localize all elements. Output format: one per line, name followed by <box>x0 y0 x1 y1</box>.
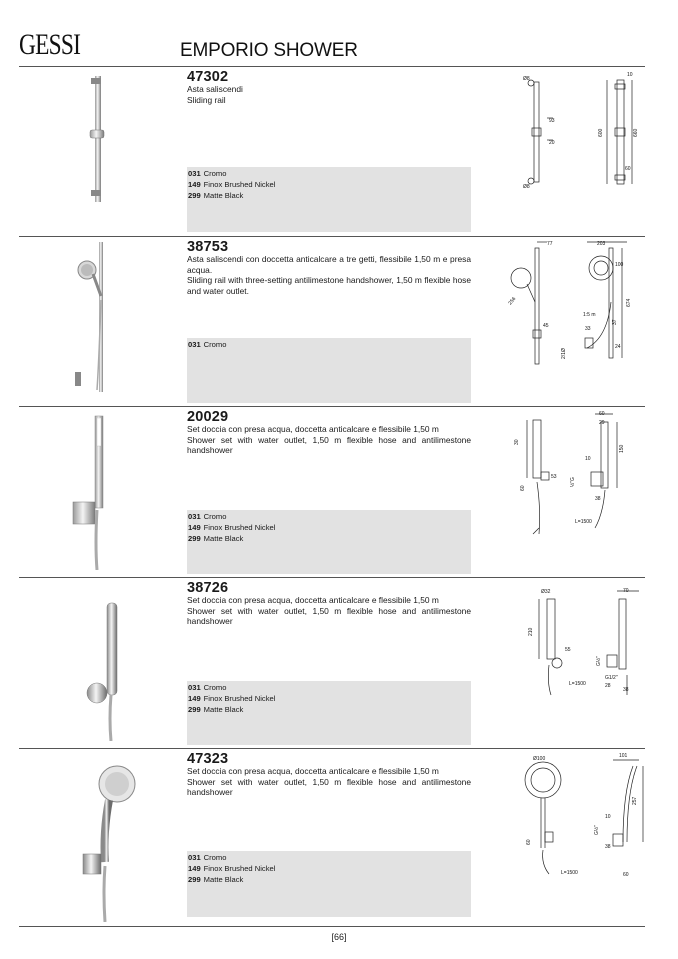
finish-item: 299 Matte Black <box>188 705 244 714</box>
svg-text:674: 674 <box>626 298 632 307</box>
svg-text:Ø32: Ø32 <box>541 589 551 595</box>
product-description <box>187 84 471 105</box>
svg-text:G½": G½" <box>596 656 602 666</box>
product-row <box>19 236 645 406</box>
finish-item: 299 Matte Black <box>188 534 244 543</box>
svg-text:24: 24 <box>615 344 621 350</box>
svg-text:10: 10 <box>605 814 611 820</box>
product-code: 38726 <box>187 580 229 596</box>
page-title: EMPORIO SHOWER <box>180 40 358 61</box>
sliding-rail-drawing <box>487 70 647 194</box>
finishes-box <box>187 338 471 403</box>
description-it: Asta saliscendi con doccetta anticalcare a tre getti, flessibile 1,50 m e presa acqua. <box>187 254 471 275</box>
description-en: Shower set with water outlet, 1,50 m flexible hose and antilimestone handshower <box>187 776 471 798</box>
svg-text:70: 70 <box>623 588 629 594</box>
product-row <box>19 66 645 236</box>
sliding-rail-shower-drawing <box>487 238 647 374</box>
svg-text:77: 77 <box>547 241 553 247</box>
shower-set-round-photo <box>59 601 139 741</box>
sliding-rail-shower-photo <box>59 240 139 402</box>
finish-item: 299 Matte Black <box>188 191 244 200</box>
description-it: Asta saliscendi <box>187 84 243 94</box>
product-code: 20029 <box>187 409 229 425</box>
svg-text:53: 53 <box>551 474 557 480</box>
product-description <box>187 254 471 296</box>
finish-item: 031 Cromo <box>188 169 227 178</box>
finish-item: 031 Cromo <box>188 853 227 862</box>
product-code: 47323 <box>187 751 229 767</box>
svg-text:37: 37 <box>612 319 618 325</box>
description-en: Sliding rail with three-setting antilimestone handshower, 1,50 m flexible hose and water outlet. <box>187 275 471 296</box>
svg-text:150: 150 <box>619 444 625 453</box>
divider <box>19 926 645 927</box>
svg-text:60: 60 <box>526 839 532 845</box>
finishes-box <box>187 681 471 745</box>
svg-text:Ø8: Ø8 <box>523 184 530 190</box>
product-code: 47302 <box>187 69 229 85</box>
product-code: 38753 <box>187 239 229 255</box>
svg-text:28: 28 <box>605 683 611 689</box>
svg-text:½"G: ½"G <box>570 477 576 487</box>
svg-text:L=1500: L=1500 <box>569 681 586 687</box>
finish-item: 031 Cromo <box>188 340 227 349</box>
finishes-box <box>187 510 471 574</box>
description-it: Set doccia con presa acqua, doccetta anticalcare e flessibile 1,50 m <box>187 595 439 605</box>
product-description <box>187 424 471 456</box>
svg-text:101: 101 <box>619 753 628 759</box>
svg-text:100: 100 <box>615 262 624 268</box>
svg-text:G½": G½" <box>594 825 600 835</box>
svg-text:60: 60 <box>520 485 526 491</box>
finish-item: 299 Matte Black <box>188 875 244 884</box>
svg-text:55: 55 <box>565 647 571 653</box>
brand-logo: GESSI <box>19 28 81 61</box>
description-en: Shower set with water outlet, 1,50 m flexible hose and antilimestone handshower <box>187 605 471 627</box>
svg-text:38: 38 <box>595 496 601 502</box>
svg-text:257: 257 <box>632 796 638 805</box>
description-en: Sliding rail <box>187 94 226 105</box>
svg-text:L=1500: L=1500 <box>561 870 578 876</box>
svg-text:2/1Ø: 2/1Ø <box>561 348 567 359</box>
shower-set-photo <box>59 414 139 570</box>
shower-set-drawing <box>487 410 647 550</box>
svg-text:Ø8: Ø8 <box>523 76 530 82</box>
description-it: Set doccia con presa acqua, doccetta anticalcare e flessibile 1,50 m <box>187 766 439 776</box>
svg-text:G1/2": G1/2" <box>605 675 618 681</box>
finish-item: 149 Finox Brushed Nickel <box>188 523 276 532</box>
svg-text:30: 30 <box>514 439 520 445</box>
product-description <box>187 766 471 798</box>
finish-item: 031 Cromo <box>188 512 227 521</box>
svg-text:256: 256 <box>507 296 518 307</box>
svg-text:10: 10 <box>585 456 591 462</box>
svg-text:L=1500: L=1500 <box>575 519 592 525</box>
svg-text:210: 210 <box>528 627 534 636</box>
svg-text:93: 93 <box>549 118 555 124</box>
svg-text:45: 45 <box>543 323 549 329</box>
finish-item: 149 Finox Brushed Nickel <box>188 180 276 189</box>
svg-text:60: 60 <box>625 166 631 172</box>
product-row <box>19 406 645 577</box>
svg-text:20: 20 <box>549 140 555 146</box>
svg-text:Ø100: Ø100 <box>533 756 546 762</box>
svg-text:38: 38 <box>605 844 611 850</box>
svg-text:29: 29 <box>599 420 605 426</box>
shower-set-round-drawing <box>487 585 647 709</box>
product-row <box>19 748 645 926</box>
product-row <box>19 577 645 748</box>
svg-text:60: 60 <box>599 411 605 417</box>
svg-text:10: 10 <box>627 72 633 78</box>
description-en: Shower set with water outlet, 1,50 m flexible hose and antilimestone handshower <box>187 434 471 456</box>
svg-text:660: 660 <box>633 128 639 137</box>
product-description <box>187 595 471 627</box>
svg-text:33: 33 <box>585 326 591 332</box>
page-number: [66] <box>331 932 347 942</box>
finish-item: 031 Cromo <box>188 683 227 692</box>
svg-text:38: 38 <box>623 687 629 693</box>
shower-set-handshower-photo <box>59 762 139 922</box>
finish-item: 149 Finox Brushed Nickel <box>188 694 276 703</box>
svg-text:1:5 m: 1:5 m <box>583 312 596 318</box>
finishes-box <box>187 167 471 232</box>
finishes-box <box>187 851 471 917</box>
shower-set-handshower-drawing <box>487 752 647 890</box>
sliding-rail-photo <box>59 72 139 206</box>
svg-text:600: 600 <box>598 128 604 137</box>
svg-text:60: 60 <box>623 872 629 878</box>
svg-text:203: 203 <box>597 241 606 247</box>
description-it: Set doccia con presa acqua, doccetta anticalcare e flessibile 1,50 m <box>187 424 439 434</box>
finish-item: 149 Finox Brushed Nickel <box>188 864 276 873</box>
